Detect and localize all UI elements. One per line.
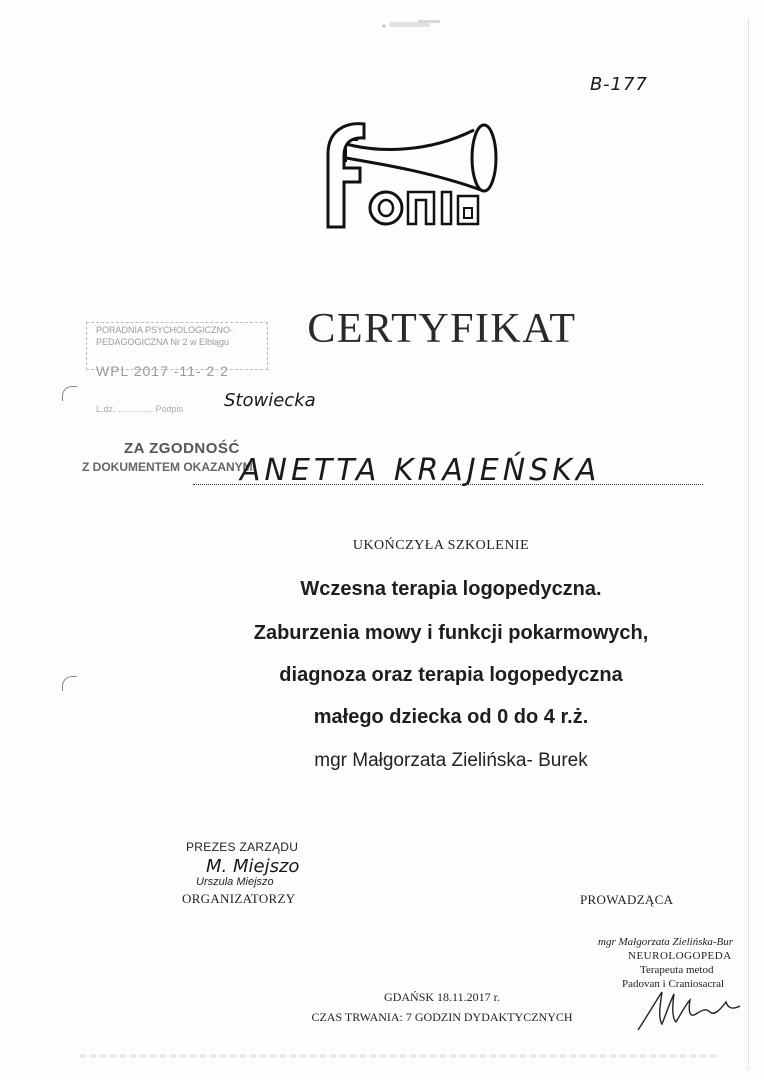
- course-duration: CZAS TRWANIA: 7 GODZIN DYDAKTYCZNYCH: [311, 1010, 573, 1024]
- president-signature: M. Miejszo: [206, 856, 300, 877]
- course-title-line: małego dziecka od 0 do 4 r.ż.: [313, 706, 589, 728]
- completed-label: UKOŃCZYŁA SZKOLENIE: [352, 538, 530, 553]
- stamp-signature-label: L.dz. .............. Podpis: [96, 404, 184, 414]
- leader-label: PROWADZĄCA: [580, 892, 674, 907]
- course-title-line: Zaburzenia mowy i funkcji pokarmowych,: [253, 622, 649, 644]
- reference-number: B-177: [590, 74, 648, 95]
- stamp-line-2: PEDAGOGICZNA Nr 2 w Elblągu: [96, 337, 230, 347]
- name-dotted-line: [193, 484, 703, 485]
- stamp-date: WPL 2017 -11- 2 2: [96, 363, 229, 379]
- organizers-label: ORGANIZATORZY: [182, 891, 296, 906]
- leader-stamp-subtitle: Terapeuta metod: [640, 964, 714, 976]
- leader-stamp-subtitle: Padovan i Craniosacral: [622, 978, 725, 990]
- binder-mark: [62, 386, 77, 401]
- trainer-name: mgr Małgorzata Zielińska- Burek: [314, 750, 588, 771]
- conformity-stamp-line-1: ZA ZGODNOŚĆ: [124, 440, 240, 457]
- conformity-stamp-line-2: Z DOKUMENTEM OKAZANYM: [82, 460, 253, 474]
- course-title-line: Wczesna terapia logopedyczna.: [300, 578, 602, 600]
- scan-noise-bottom: [80, 1046, 720, 1064]
- course-title-line: diagnoza oraz terapia logopedyczna: [279, 664, 623, 686]
- scan-noise-top: [300, 18, 600, 32]
- stamp-line-1: PORADNIA PSYCHOLOGICZNO-: [96, 325, 234, 335]
- leader-stamp-title: NEUROLOGOPEDA: [628, 950, 732, 962]
- place-and-date: GDAŃSK 18.11.2017 r.: [384, 990, 500, 1004]
- certificate-title: CERTYFIKAT: [307, 306, 577, 352]
- leader-stamp-name: mgr Małgorzata Zielińska-Bur: [598, 936, 734, 948]
- fonia-logo: [306, 112, 506, 237]
- president-label: PREZES ZARZĄDU: [186, 840, 299, 854]
- stamp-signature: Stowiecka: [224, 390, 316, 411]
- recipient-name: ANETTA KRAJEŃSKA: [240, 453, 601, 488]
- president-name: Urszula Miejszo: [196, 876, 274, 888]
